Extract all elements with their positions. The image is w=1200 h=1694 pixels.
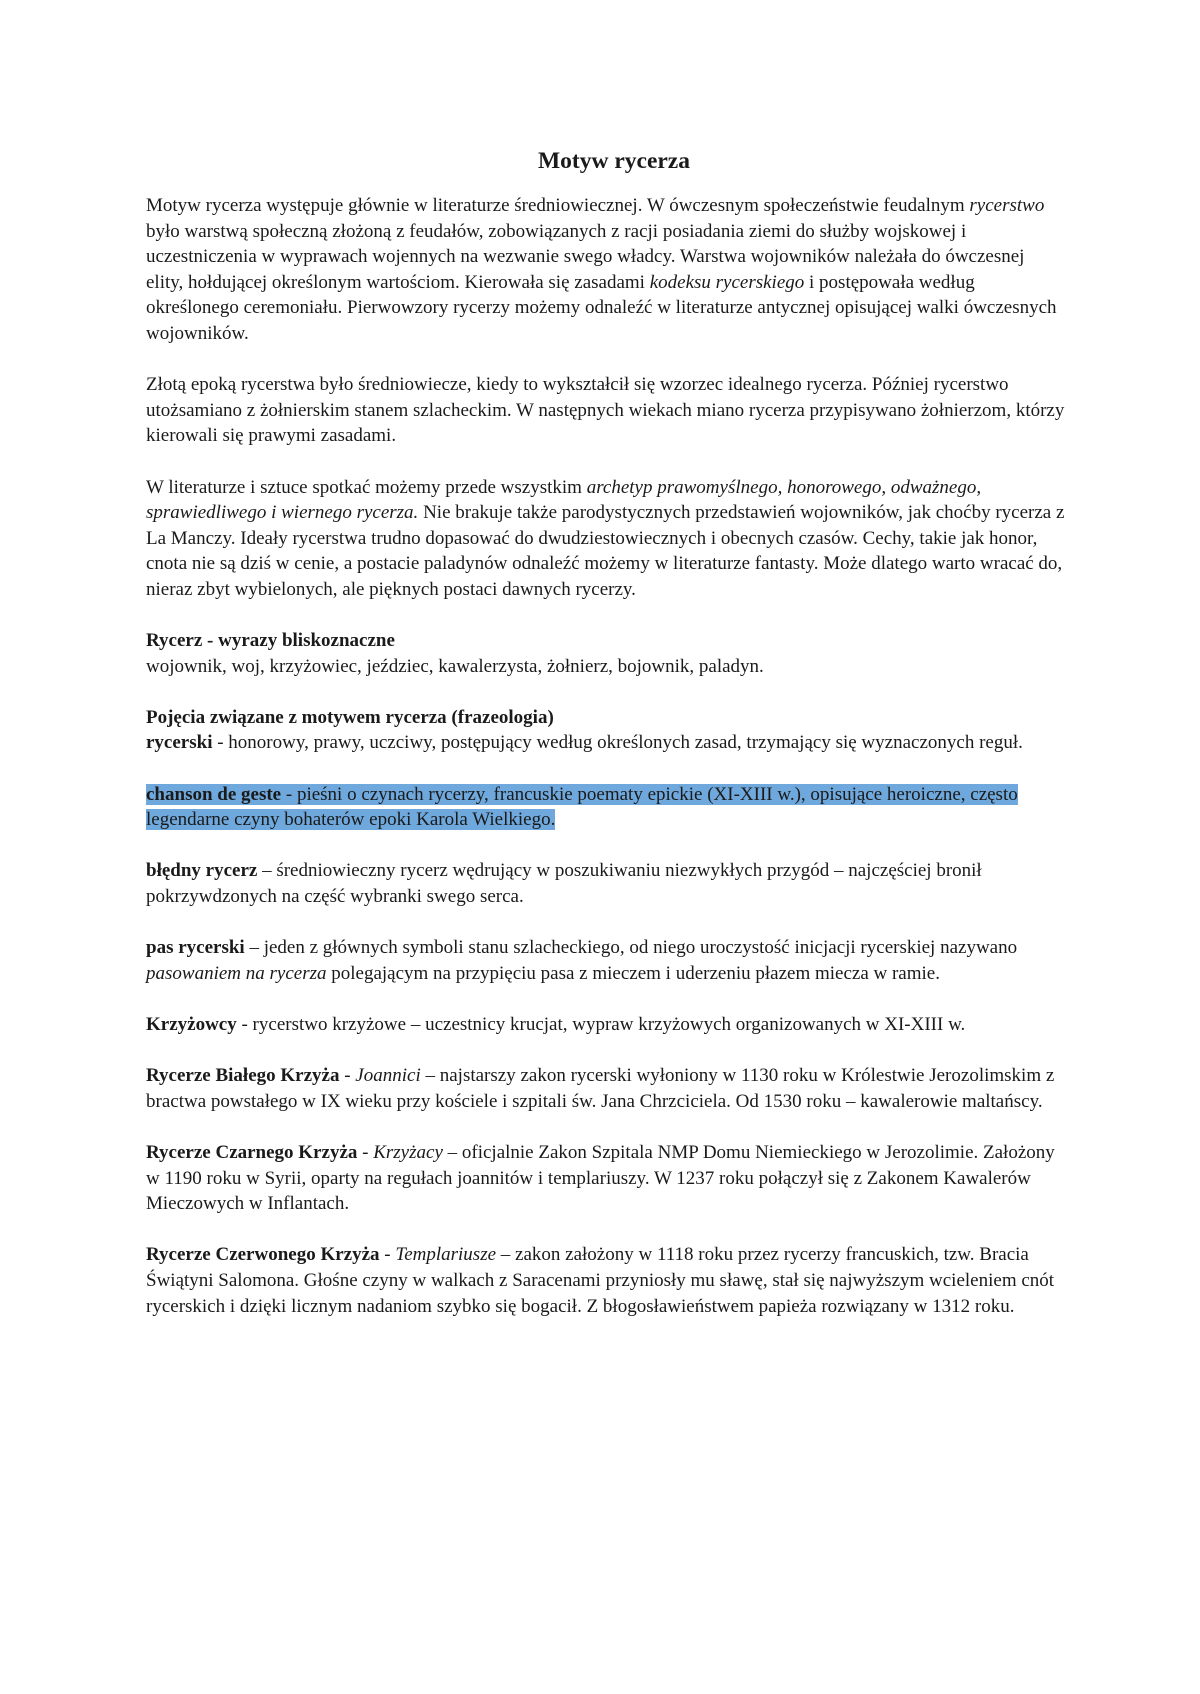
italic-term: Krzyżacy [373, 1141, 443, 1163]
entry-bledny-rycerz [146, 858, 1066, 909]
entry-separator: - [357, 1141, 374, 1163]
entry-separator: - [379, 1244, 396, 1266]
entry-definition: polegającym na przypięciu pasa z mieczem i uderzeniu płazem miecza w ramie. [326, 962, 940, 984]
entry-rycerze-bialego-krzyza [146, 1063, 1066, 1114]
golden-age-paragraph: Złotą epoką rycerstwa było średniowiecze, kiedy to wykształcił się wzorzec idealnego rycerza. Później rycerstwo utożsamiano z żołnierskim stanem szlacheckim. W następnych wiekach miano rycerza przypisywano żołnierzom, którzy kierowali się prawymi zasadami. [146, 374, 1065, 447]
text-run: i postępowała według określonego ceremoniału. Pierwowzory rycerzy możemy odnaleźć w literaturze antycznej opisującej walki ówczesnych wojowników. [146, 271, 1057, 344]
entry-rycerze-czerwonego-krzyza [146, 1242, 1066, 1319]
entry-definition: – średniowieczny rycerz wędrujący w poszukiwaniu niezwykłych przygód – najczęściej bronił pokrzywdzonych na część wybranki swego serca. [146, 860, 982, 908]
entry-term: Rycerze Białego Krzyża [146, 1065, 340, 1087]
document-page [146, 0, 1066, 1319]
entry-definition: – oficjalnie Zakon Szpitala NMP Domu Niemieckiego w Jerozolimie. Założony w 1190 roku w Syrii, oparty na regułach joannitów i templariuszy. W 1237 roku połączył się z Zakonem Kawalerów Mieczowych w Inflantach. [146, 1141, 1055, 1215]
italic-term: rycerstwo [969, 195, 1045, 216]
italic-term: Templariusze [395, 1244, 497, 1266]
entry-pas-rycerski [146, 935, 1066, 986]
entry-term: Krzyżowcy [146, 1014, 237, 1035]
intro-paragraph [146, 193, 1066, 347]
entry-term: Rycerze Czerwonego Krzyża [146, 1244, 380, 1266]
entry-krzyzowcy [146, 1012, 1066, 1038]
entry-definition-selected: - pieśni o czynach rycerzy, francuskie poematy epickie (XI-XIII w.), opisujące heroiczne, często legendarne czyny bohaterów epoki Karola Wielkiego. [146, 783, 1018, 831]
entry-separator: - [339, 1065, 356, 1087]
synonyms-heading: Rycerz - wyrazy bliskoznaczne [146, 630, 395, 652]
entry-definition: – zakon założony w 1118 roku przez rycerzy francuskich, tzw. Bracia Świątyni Salomona. Głośne czyny w walkach z Saracenami przyniosły mu sławę, stał się najwyższym wcieleniem cnót rycerskich i dzięki licznym nadaniom szybko się bogacił. Z błogosławieństwem papieża rozwiązany w 1312 roku. [146, 1244, 1055, 1317]
italic-term: Joannici [355, 1065, 421, 1087]
italic-term: archetyp prawomyślnego, honorowego, odważnego, sprawiedliwego i wiernego rycerza. [146, 476, 982, 524]
entry-definition: - rycerstwo krzyżowe – uczestnicy krucjat, wypraw krzyżowych organizowanych w XI-XIII w. [236, 1014, 966, 1035]
text-run: Nie brakuje także parodystycznych przedstawień wojowników, jak choćby rycerza z La Manczy. Ideały rycerstwa trudno dopasować do dwudziestowiecznych i obecnych czasów. Cechy, takie jak honor, cnota nie są dziś w cenie, a postacie paladynów odnaleźć możemy w literaturze fantasty. Może dlatego warto wracać do, nieraz zbyt wybielonych, ale pięknych postaci dawnych rycerzy. [146, 502, 1065, 600]
document-title: Motyw rycerza [537, 148, 690, 174]
text-run: Motyw rycerza występuje głównie w literaturze średniowiecznej. W ówczesnym społeczeństwie feudalnym [146, 195, 970, 216]
literature-paragraph [146, 475, 1066, 603]
entry-rycerski [146, 730, 1066, 756]
entry-term: chanson de geste [146, 783, 282, 805]
entry-definition: – jeden z głównych symboli stanu szlacheckiego, od niego uroczystość inicjacji rycerskiej nazywano [244, 937, 1018, 959]
phrases-heading: Pojęcia związane z motywem rycerza (frazeologia) [146, 706, 554, 728]
entry-term: błędny rycerz [146, 860, 258, 882]
entry-rycerze-czarnego-krzyza [146, 1140, 1066, 1217]
entry-term: rycerski [146, 732, 213, 754]
text-run: W literaturze i sztuce spotkać możemy przede wszystkim [146, 476, 587, 498]
entry-chanson-de-geste[interactable] [146, 782, 1066, 833]
text-run: było warstwą społeczną złożoną z feudałów, zobowiązanych z racji posiadania ziemi do służby wojskowej i uczestniczenia w wyprawach wojennych na wezwanie swego władcy. Warstwa wojowników należała do ówczesnej elity, hołdującej określonym wartościom. Kierowała się zasadami [146, 220, 1025, 293]
entry-term: Rycerze Czarnego Krzyża [146, 1141, 358, 1163]
synonyms-text: wojownik, woj, krzyżowiec, jeździec, kawalerzysta, żołnierz, bojownik, paladyn. [146, 655, 764, 677]
italic-term: pasowaniem na rycerza [146, 962, 327, 984]
italic-term: kodeksu rycerskiego [649, 271, 805, 293]
entry-definition: – najstarszy zakon rycerski wyłoniony w 1130 roku w Królestwie Jerozolimskim z bractwa powstałego w IX wieku przy kościele i szpitali św. Jana Chrzciciela. Od 1530 roku – kawalerowie maltańscy. [146, 1065, 1055, 1112]
entry-definition: - honorowy, prawy, uczciwy, postępujący według określonych zasad, trzymający się wyznaczonych reguł. [212, 732, 1023, 754]
entry-term: pas rycerski [146, 937, 245, 959]
